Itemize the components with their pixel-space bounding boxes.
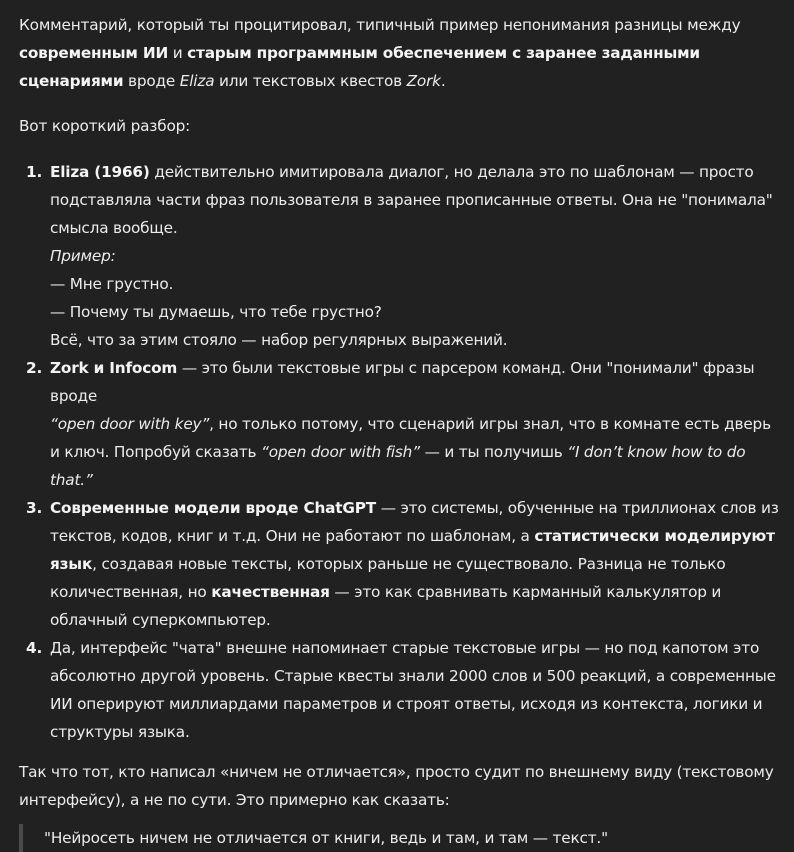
- item-text: , но только потому, что сценарий игры знал, что в комнате есть дверь и ключ. Попробуй сказать: [50, 415, 771, 461]
- item-text: — это системы, обученные на триллионах слов из текстов, кодов, книг и т.д. Они не работают по шаблонам, а: [50, 499, 779, 545]
- item-text: Всё, что за этим стояло — набор регулярных выражений.: [50, 331, 508, 349]
- list-item: [19, 354, 780, 494]
- intro-bold-old-software: старым программным обеспечением с заранее заданными сценариями: [19, 44, 700, 90]
- intro-italic-eliza: Eliza: [179, 72, 215, 90]
- list-item: [19, 158, 780, 354]
- item-bold-eliza: Eliza (1966): [50, 163, 150, 181]
- item-text: , создавая новые тексты, которых раньше не существовало. Разница не только количественная, но: [50, 555, 726, 601]
- item-text: действительно имитировала диалог, но делала это по шаблонам — просто подставляла части фраз пользователя в заранее прописанные ответы. Она не "понимала" смысла вообще.: [50, 163, 773, 237]
- intro-text: Комментарий, который ты процитировал, типичный пример непонимания разницы между: [19, 16, 741, 34]
- list-number: 1.: [26, 163, 43, 181]
- item-text: — это были текстовые игры с парсером команд. Они "понимали" фразы вроде: [50, 359, 755, 405]
- intro-text: вроде: [123, 72, 180, 90]
- example-label: Пример:: [50, 247, 116, 265]
- item-text: — и ты получишь: [419, 443, 568, 461]
- item-bold-chatgpt: Современные модели вроде ChatGPT: [50, 499, 377, 517]
- intro-bold-modern-ai: современным ИИ: [19, 44, 169, 62]
- intro-paragraph: [19, 11, 780, 95]
- list-number: 2.: [26, 359, 43, 377]
- breakdown-list: [19, 158, 780, 746]
- item-bold-statistics: статистически моделируют язык: [50, 527, 775, 573]
- intro-italic-zork: Zork: [406, 72, 441, 90]
- outro-paragraph: Так что тот, кто написал «ничем не отличается», просто судит по внешнему виду (текстовому интерфейсу), а не по сути. Это примерно как сказать:: [19, 763, 774, 809]
- list-number: 3.: [26, 499, 43, 517]
- item-italic-command: “open door with fish”: [261, 443, 420, 461]
- intro-text: или текстовых квестов: [214, 72, 407, 90]
- item-italic-command: “open door with key”: [50, 415, 210, 433]
- list-number: 4.: [26, 639, 43, 657]
- item-bold-qualitative: качественная: [211, 583, 330, 601]
- item-text: — это как сравнивать карманный калькулятор и облачный суперкомпьютер.: [50, 583, 722, 629]
- item-bold-zork: Zork и Infocom: [50, 359, 178, 377]
- item-italic-response: “I don’t know how to do that.”: [50, 443, 746, 489]
- dialog-line: — Почему ты думаешь, что тебе грустно?: [50, 303, 382, 321]
- list-item: [19, 494, 780, 634]
- lead-paragraph: Вот короткий разбор:: [19, 117, 191, 135]
- dialog-line: — Мне грустно.: [50, 275, 174, 293]
- intro-text: и: [168, 44, 188, 62]
- item-text: Да, интерфейс "чата" внешне напоминает старые текстовые игры — но под капотом это абсолютно другой уровень. Старые квесты знали 2000 слов и 500 реакций, а современные ИИ оперируют миллиардами параметров и строят ответы, исходя из контекста, логики и структуры языка.: [50, 639, 776, 741]
- list-item: [19, 634, 780, 746]
- quote-block: "Нейросеть ничем не отличается от книги, ведь и там, и там — текст.": [19, 824, 780, 852]
- intro-text: .: [440, 72, 446, 90]
